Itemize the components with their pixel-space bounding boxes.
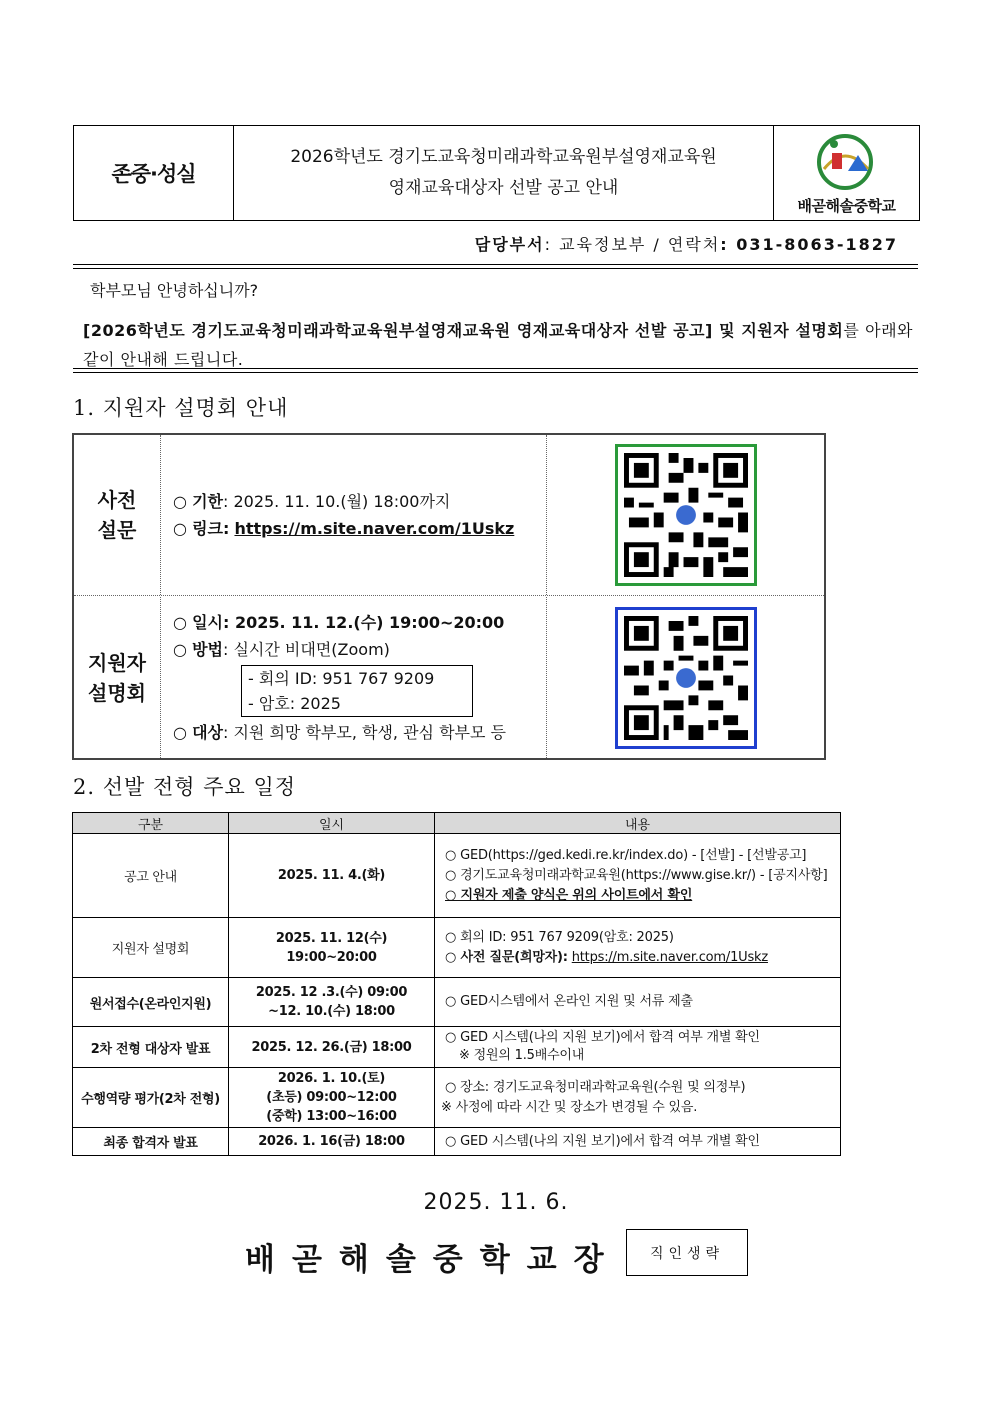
content-line: ○ 회의 ID: 951 767 9209(암호: 2025) xyxy=(445,929,674,945)
meeting-id: - 회의 ID: 951 767 9209 xyxy=(248,669,435,688)
phone-number: : 031-8063-1827 xyxy=(720,235,898,254)
content-line: ○ 지원자 제출 양식은 위의 사이트에서 확인 xyxy=(445,887,693,903)
row-content xyxy=(435,1068,841,1128)
session-label-line1: 지원자 xyxy=(88,650,146,675)
bullet: ○ xyxy=(173,492,187,511)
column-header: 일시 xyxy=(229,813,435,834)
row-content xyxy=(435,918,841,978)
document-title xyxy=(234,126,774,220)
date-line: 19:00~20:00 xyxy=(286,949,377,965)
dept-label: 담당부서 xyxy=(474,235,545,254)
row-date: 2025. 11. 4.(화) xyxy=(229,834,435,918)
method-key: 방법 xyxy=(192,640,223,659)
bullet: ○ xyxy=(173,640,187,659)
school-name: 배곧해솔중학교 xyxy=(797,196,896,215)
section-1-title: 1. 지원자 설명회 안내 xyxy=(73,396,289,420)
row-content xyxy=(435,1027,841,1068)
date-line: ~12. 10.(수) 18:00 xyxy=(268,1004,395,1019)
dept-value: : 교육정보부 / 연락처 xyxy=(544,235,721,254)
divider xyxy=(73,368,918,369)
intro-bold: [2026학년도 경기도교육청미래과학교육원부설영재교육원 영재교육대상자 선발 공고] 및 지원자 설명회 xyxy=(83,321,844,340)
session-info-table xyxy=(72,433,826,760)
method-value: : 실시간 비대면(Zoom) xyxy=(222,640,390,659)
greeting: 학부모님 안녕하십니까? xyxy=(90,281,259,300)
row-date xyxy=(229,978,435,1027)
date-line: 2026. 1. 10.(토) xyxy=(277,1071,386,1086)
row-category: 최종 합격자 발표 xyxy=(73,1128,229,1156)
survey-qr-cell xyxy=(547,435,824,595)
qr-code-icon xyxy=(624,453,748,577)
row-category: 수행역량 평가(2차 전형) xyxy=(73,1068,229,1128)
row-content xyxy=(435,834,841,918)
qr-code-icon xyxy=(624,616,748,740)
question-key: ○ 사전 질문(희망자): xyxy=(445,949,568,965)
survey-details xyxy=(161,435,547,595)
table-row xyxy=(73,1068,841,1128)
row-category: 원서접수(온라인지원) xyxy=(73,978,229,1027)
session-time xyxy=(173,609,546,636)
content-line: ○ GED 시스템(나의 지원 보기)에서 합격 여부 개별 확인 xyxy=(445,1030,760,1045)
row-date: 2025. 12. 26.(금) 18:00 xyxy=(229,1027,435,1068)
content-line xyxy=(445,948,840,968)
school-motto: 존중·성실 xyxy=(74,126,234,220)
row-date: 2026. 1. 16(금) 18:00 xyxy=(229,1128,435,1156)
survey-label-line1: 사전 xyxy=(97,488,137,512)
survey-label xyxy=(74,435,161,595)
survey-link[interactable]: https://m.site.naver.com/1Uskz xyxy=(234,519,515,538)
row-category: 2차 전형 대상자 발표 xyxy=(73,1027,229,1068)
row-content: ○ GED시스템에서 온라인 지원 및 서류 제출 xyxy=(435,978,841,1027)
table-row xyxy=(73,1027,841,1068)
table-row xyxy=(73,834,841,918)
session-row xyxy=(74,597,824,758)
column-header: 구분 xyxy=(73,813,229,834)
title-line-2: 영재교육대상자 선발 공고 안내 xyxy=(388,178,619,198)
question-link[interactable]: https://m.site.naver.com/1Uskz xyxy=(571,949,768,965)
target-key: 대상 xyxy=(192,723,223,742)
bullet: ○ xyxy=(173,613,187,632)
content-line: ○ GED(https://ged.kedi.re.kr/index.do) - [선발] - [선발공고] xyxy=(445,847,807,863)
intro-paragraph xyxy=(83,316,913,374)
intro-rest: 를 아래와 같이 안내해 드립니다. xyxy=(83,321,913,369)
session-details xyxy=(161,597,547,758)
session-label xyxy=(74,597,161,758)
column-header: 내용 xyxy=(435,813,841,834)
row-category: 지원자 설명회 xyxy=(73,918,229,978)
divider xyxy=(73,372,918,373)
target-value: : 지원 희망 학부모, 학생, 관심 학부모 등 xyxy=(222,723,506,742)
seal-omitted-box: 직인생략 xyxy=(626,1229,748,1276)
divider xyxy=(73,268,918,269)
deadline-value: : 2025. 11. 10.(월) 18:00까지 xyxy=(222,492,451,511)
survey-link-line xyxy=(173,515,546,542)
date-line: 2025. 11. 12(수) xyxy=(275,930,388,946)
school-emblem-icon xyxy=(812,131,882,193)
survey-label-line2: 설문 xyxy=(97,518,137,542)
meeting-password: - 암호: 2025 xyxy=(248,694,341,713)
date-line: 2025. 12 .3.(수) 09:00 xyxy=(255,985,408,1000)
deadline-key: 기한 xyxy=(192,492,223,511)
table-row xyxy=(73,918,841,978)
survey-deadline xyxy=(173,488,546,515)
row-date xyxy=(229,918,435,978)
time-key: 일시 xyxy=(192,613,223,632)
content-line: ※ 정원의 1.5배수이내 xyxy=(459,1048,585,1063)
link-key: 링크: xyxy=(192,519,230,538)
row-category: 공고 안내 xyxy=(73,834,229,918)
time-value: : 2025. 11. 12.(수) 19:00~20:00 xyxy=(222,613,505,632)
content-line: ○ 장소: 경기도교육청미래과학교육원(수원 및 의정부) xyxy=(445,1079,746,1095)
content-line: ※ 사정에 따라 시간 및 장소가 변경될 수 있음. xyxy=(441,1099,698,1115)
row-content: ○ GED 시스템(나의 지원 보기)에서 합격 여부 개별 확인 xyxy=(435,1128,841,1156)
signer-name: 배곧해솔중학교장 xyxy=(245,1242,621,1278)
session-qr-cell xyxy=(547,597,824,758)
survey-row xyxy=(74,435,824,596)
content-line: ○ 경기도교육청미래과학교육원(https://www.gise.kr/) - [공지사항] xyxy=(445,867,828,883)
bullet: ○ xyxy=(173,723,187,742)
title-line-1: 2026학년도 경기도교육청미래과학교육원부설영재교육원 xyxy=(290,147,717,167)
table-row xyxy=(73,1128,841,1156)
survey-qr-code[interactable] xyxy=(615,444,757,586)
bullet: ○ xyxy=(173,519,187,538)
table-header-row xyxy=(73,813,841,834)
schedule-table xyxy=(72,812,841,1156)
table-row xyxy=(73,978,841,1027)
session-qr-code[interactable] xyxy=(615,607,757,749)
school-logo xyxy=(774,126,919,220)
issue-date: 2025. 11. 6. xyxy=(423,1190,569,1215)
row-date xyxy=(229,1068,435,1128)
section-2-title: 2. 선발 전형 주요 일정 xyxy=(73,775,297,799)
department-contact xyxy=(475,232,898,255)
session-method xyxy=(173,636,546,663)
document-header xyxy=(73,125,920,221)
zoom-meeting-box xyxy=(241,665,473,717)
divider xyxy=(73,264,918,265)
date-line: (초등) 09:00~12:00 xyxy=(266,1090,397,1105)
date-line: (중학) 13:00~16:00 xyxy=(266,1109,397,1124)
session-label-line2: 설명회 xyxy=(88,680,146,705)
session-target xyxy=(173,719,546,746)
